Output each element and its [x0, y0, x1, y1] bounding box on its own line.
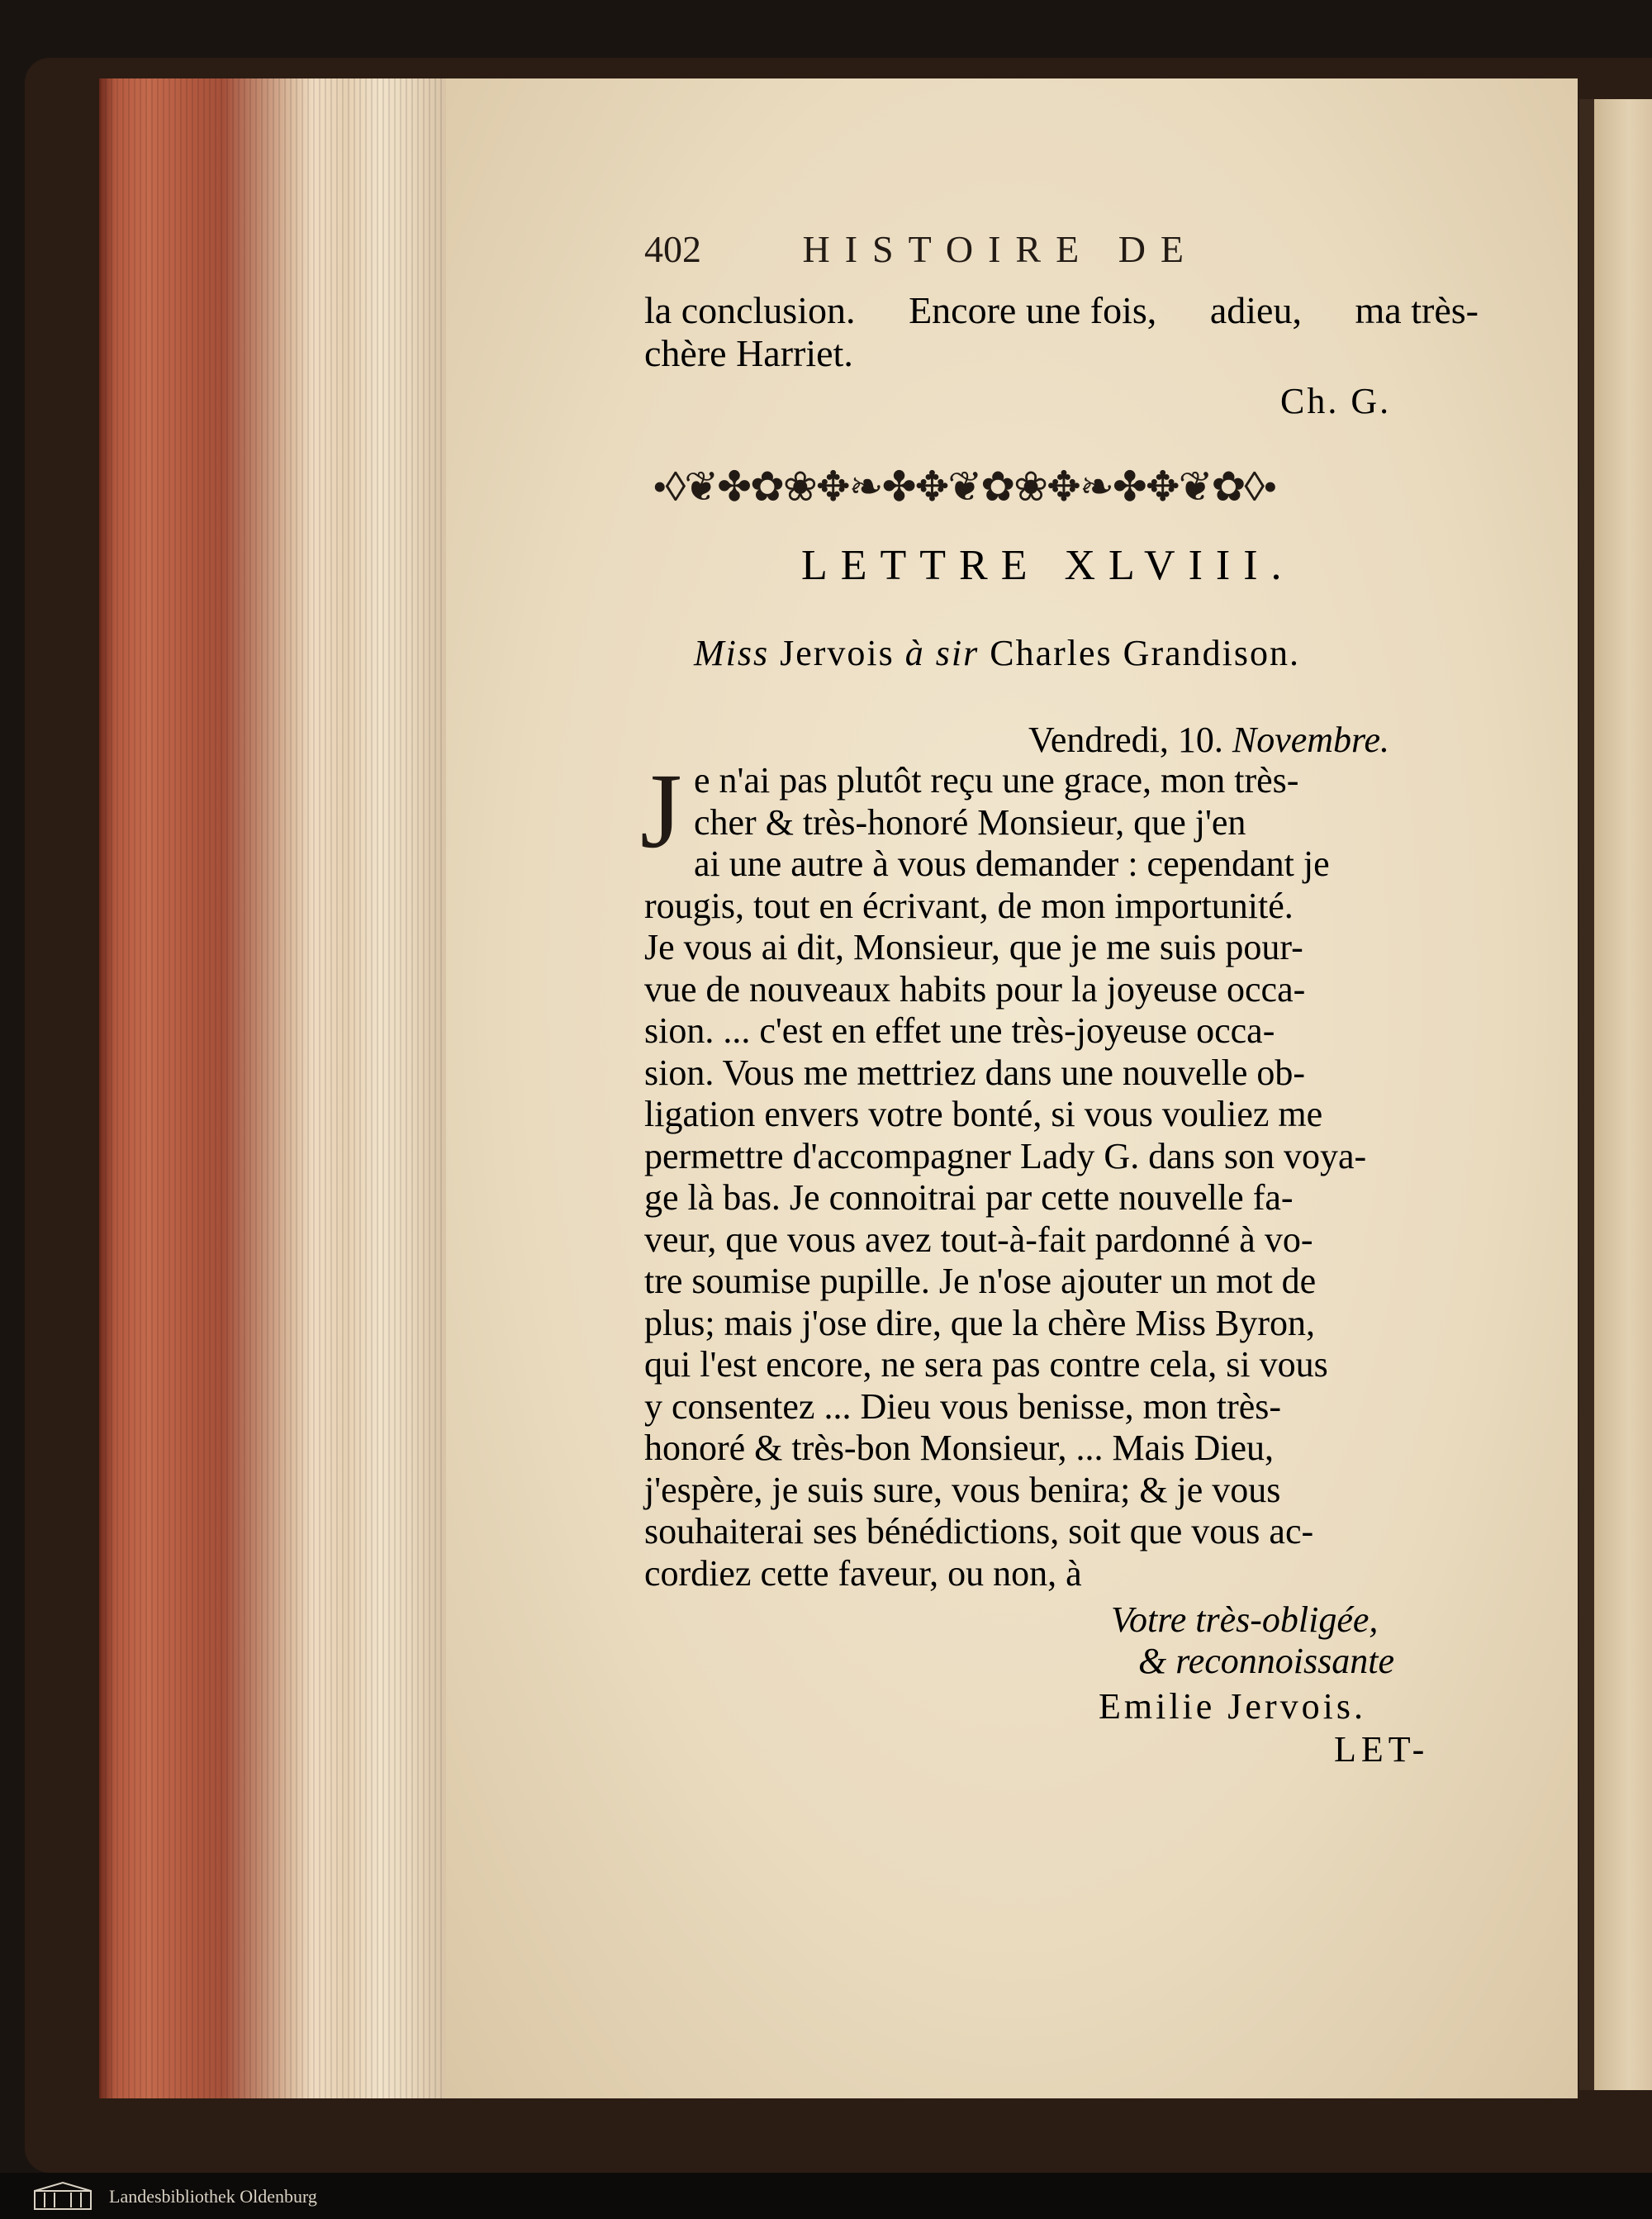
text-segment: ma très- [1355, 289, 1479, 331]
addressee-recipient: Charles Grandison. [990, 633, 1300, 673]
page-edges [99, 78, 446, 2098]
body-line [644, 927, 1479, 969]
body-text: ligation envers votre bonté, si vous vouliez me [644, 1094, 1323, 1134]
body-line [644, 1219, 1479, 1262]
body-text: plus; mais j'ose dire, que la chère Miss Byron, [644, 1302, 1316, 1343]
body-text: e n'ai pas plutôt reçu une grace, mon très- [694, 760, 1299, 801]
body-line [644, 969, 1479, 1011]
drop-cap: J [640, 752, 682, 871]
letter-title: LETTRE XLVIII. [801, 542, 1295, 589]
facing-page-edge [1579, 99, 1652, 2090]
text-line [644, 289, 1479, 332]
text-segment: adieu, [1209, 289, 1302, 331]
signature-initials: Ch. G. [1280, 381, 1392, 421]
body-text: j'espère, je suis sure, vous benira; & je vous [644, 1469, 1281, 1510]
body-text: Je vous ai dit, Monsieur, que je me suis pour- [644, 927, 1303, 967]
previous-letter-end [644, 289, 1479, 375]
body-line [644, 760, 1479, 802]
addressee-preposition: à [904, 633, 925, 673]
text-segment: chère Harriet. [644, 332, 853, 374]
body-line [644, 1386, 1479, 1428]
body-text: y consentez ... Dieu vous benisse, mon très- [644, 1385, 1282, 1427]
letter-body [644, 760, 1479, 1594]
body-text: veur, que vous avez tout-à-fait pardonné à vo- [644, 1219, 1313, 1260]
text-line [644, 332, 1479, 375]
body-text: tre soumise pupille. Je n'ose ajouter un mot de [644, 1261, 1317, 1301]
body-text: ge là bas. Je connoitrai par cette nouvelle fa- [644, 1177, 1294, 1218]
body-text: cher & très-honoré Monsieur, que j'en [694, 801, 1246, 843]
library-logo-icon [33, 2181, 93, 2211]
library-name: Landesbibliothek Oldenburg [109, 2186, 317, 2207]
body-line [644, 1136, 1479, 1178]
date-month: Novembre. [1232, 720, 1390, 760]
addressee [694, 632, 1300, 674]
body-text: souhaiterai ses bénédictions, soit que vous ac- [644, 1511, 1314, 1551]
catchword: LET- [1334, 1729, 1430, 1770]
addressee-honorific: sir [935, 633, 980, 673]
body-text: sion. Vous me mettriez dans une nouvelle ob- [644, 1052, 1306, 1093]
body-line [644, 1511, 1479, 1553]
body-text: permettre d'accompagner Lady G. dans son voya- [644, 1135, 1367, 1176]
page-number: 402 [644, 228, 701, 270]
signature: Emilie Jervois. [1099, 1686, 1366, 1727]
addressee-title: Miss [694, 633, 770, 673]
addressee-sender: Jervois [780, 633, 895, 673]
body-text: cordiez cette faveur, ou non, à [644, 1552, 1082, 1594]
letter-date [1028, 719, 1389, 761]
body-line [644, 1553, 1479, 1595]
body-line [644, 1177, 1479, 1219]
body-text: qui l'est encore, ne sera pas contre cela, si vous [644, 1344, 1328, 1385]
ornament-divider: •◊❦✤✿❀✥❧✤✥❦✿❀✥❧✤✥❦✿◊• [653, 463, 1276, 510]
body-text: vue de nouveaux habits pour la joyeuse occa- [644, 968, 1306, 1010]
closing-line-2: & reconnoissante [1138, 1641, 1394, 1681]
running-header [644, 227, 1388, 271]
body-text: ai une autre à vous demander : cependant je [694, 843, 1330, 884]
body-text: sion. ... c'est en effet une très-joyeuse occa- [644, 1010, 1275, 1051]
running-title: HISTOIRE DE [802, 228, 1199, 270]
date-day: Vendredi, 10. [1028, 720, 1223, 760]
body-line [644, 1470, 1479, 1512]
body-line [644, 886, 1479, 928]
closing-line-1: Votre très-obligée, [1111, 1599, 1379, 1640]
body-text: rougis, tout en écrivant, de mon importunité. [644, 885, 1294, 926]
body-text: honoré & très-bon Monsieur, ... Mais Dieu, [644, 1428, 1275, 1468]
body-line [644, 1052, 1479, 1095]
body-line [644, 802, 1479, 844]
body-line [644, 1010, 1479, 1052]
body-line [644, 1428, 1479, 1470]
body-line [644, 1344, 1479, 1386]
body-line [644, 1303, 1479, 1345]
body-line [644, 843, 1479, 886]
footer-bar [0, 2173, 1652, 2219]
text-segment: la conclusion. [644, 289, 856, 331]
body-line [644, 1094, 1479, 1136]
body-line [644, 1261, 1479, 1303]
text-segment: Encore une fois, [909, 289, 1157, 331]
